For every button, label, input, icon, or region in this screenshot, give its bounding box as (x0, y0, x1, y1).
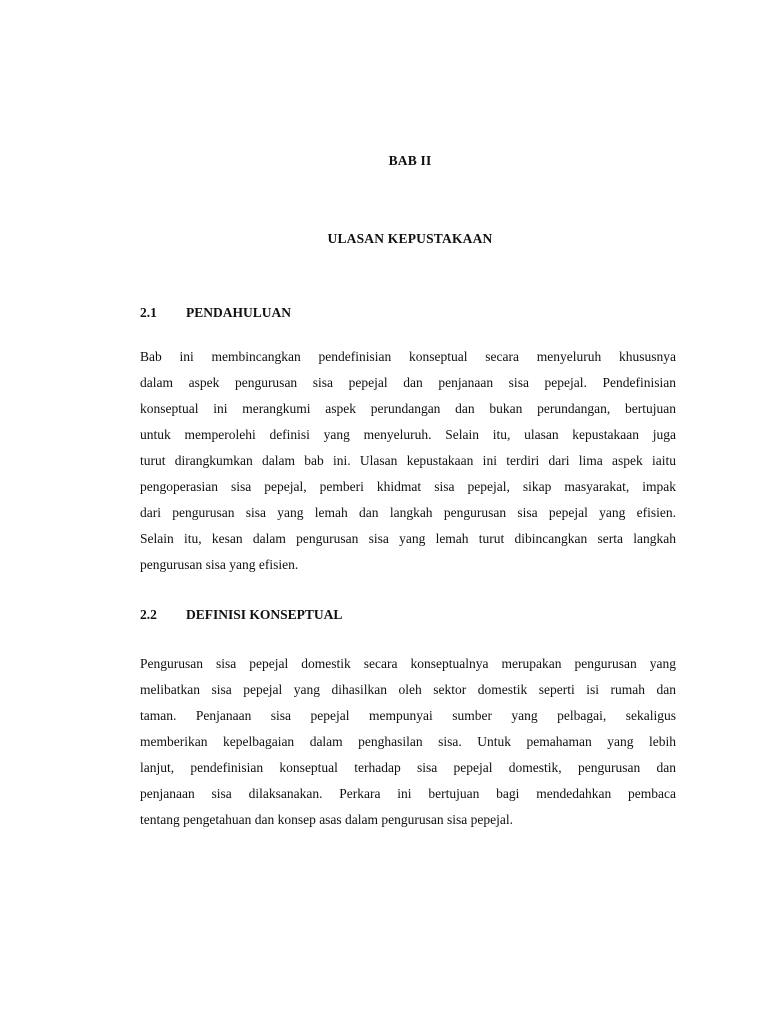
paragraph-line: pengurusan sisa yang efisien. (140, 557, 299, 572)
paragraph-line: Pengurusan sisa pepejal domestik secara konseptualnya merupakan pengurusan yang (140, 656, 676, 671)
paragraph-pendahuluan (140, 344, 676, 578)
paragraph-line: dalam aspek pengurusan sisa pepejal dan penjanaan sisa pepejal. Pendefinisian (140, 375, 676, 390)
paragraph-line: melibatkan sisa pepejal yang dihasilkan oleh sektor domestik seperti isi rumah dan (140, 682, 676, 697)
chapter-title: BAB II (388, 153, 432, 168)
paragraph-definisi-konseptual (140, 651, 676, 833)
section-number: 2.2 (140, 607, 157, 622)
paragraph-line: tentang pengetahuan dan konsep asas dalam pengurusan sisa pepejal. (140, 812, 514, 827)
section-title: PENDAHULUAN (186, 305, 292, 320)
paragraph-line: lanjut, pendefinisian konseptual terhadap sisa pepejal domestik, pengurusan dan (140, 760, 676, 775)
paragraph-line: Bab ini membincangkan pendefinisian konseptual secara menyeluruh khususnya (140, 349, 676, 364)
chapter-subtitle: ULASAN KEPUSTAKAAN (327, 231, 493, 246)
section-title: DEFINISI KONSEPTUAL (186, 607, 343, 622)
paragraph-line: turut dirangkumkan dalam bab ini. Ulasan kepustakaan ini terdiri dari lima aspek iaitu (140, 453, 676, 468)
paragraph-line: Selain itu, kesan dalam pengurusan sisa yang lemah turut dibincangkan serta langkah (140, 531, 676, 546)
paragraph-line: dari pengurusan sisa yang lemah dan langkah pengurusan sisa pepejal yang efisien. (140, 505, 676, 520)
paragraph-line: taman. Penjanaan sisa pepejal mempunyai sumber yang pelbagai, sekaligus (140, 708, 676, 723)
paragraph-line: memberikan kepelbagaian dalam penghasilan sisa. Untuk pemahaman yang lebih (140, 734, 676, 749)
paragraph-line: konseptual ini merangkumi aspek perundangan dan bukan perundangan, bertujuan (140, 401, 676, 416)
section-heading-definisi-konseptual (140, 606, 342, 624)
section-number: 2.1 (140, 305, 157, 320)
paragraph-line: untuk memperolehi definisi yang menyeluruh. Selain itu, ulasan kepustakaan juga (140, 427, 676, 442)
paragraph-line: pengoperasian sisa pepejal, pemberi khidmat sisa pepejal, sikap masyarakat, impak (140, 479, 676, 494)
section-heading-pendahuluan (140, 304, 291, 322)
paragraph-line: penjanaan sisa dilaksanakan. Perkara ini bertujuan bagi mendedahkan pembaca (140, 786, 676, 801)
